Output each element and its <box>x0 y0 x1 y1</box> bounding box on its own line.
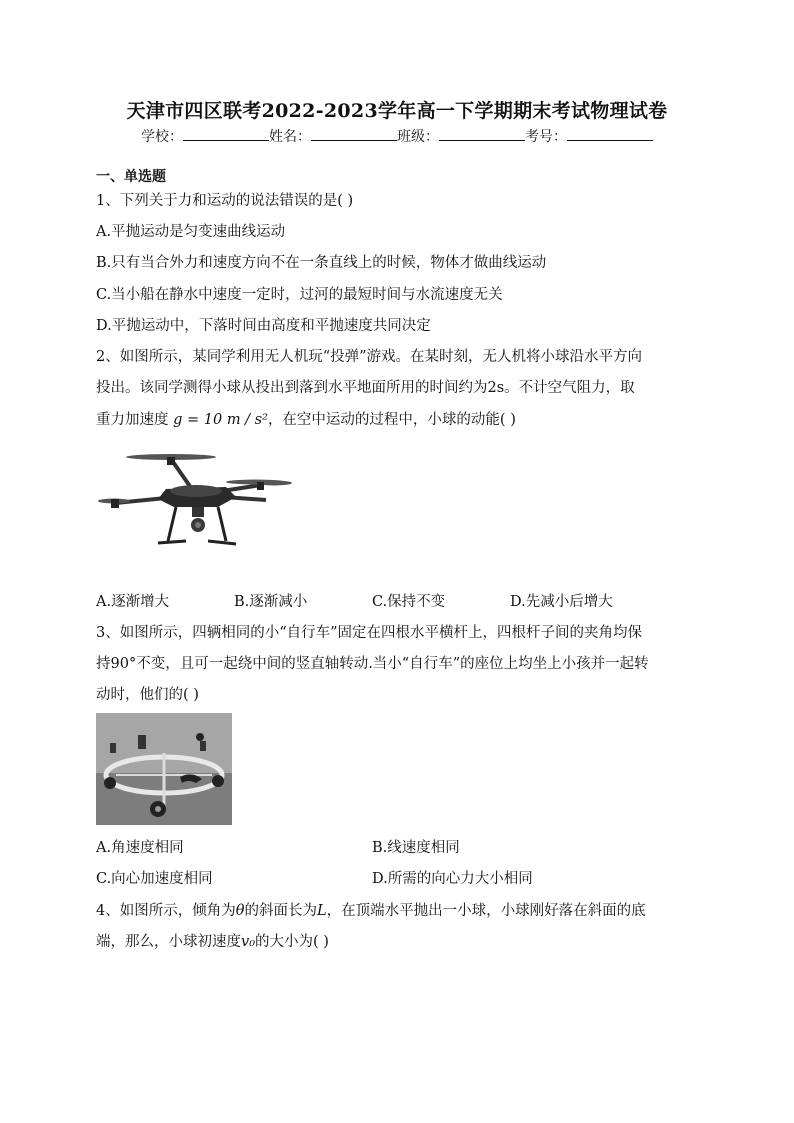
q4-line1 <box>96 899 646 920</box>
q2-option-a: A.逐渐增大 <box>96 594 170 610</box>
q3-line2: 持90°不变，且可一起绕中间的竖直轴转动.当小“自行车”的座位上均坐上小孩并一起转 <box>96 656 649 672</box>
q4-line1-mid: 的斜面长为 <box>244 903 317 919</box>
q4-length: L <box>316 903 327 919</box>
page-title: 天津市四区联考2022-2023学年高一下学期期末考试物理试卷 <box>126 100 668 122</box>
q1-option-b: B.只有当合外力和速度方向不在一条直线上的时候，物体才做曲线运动 <box>96 255 547 271</box>
header-fields <box>0 126 794 146</box>
exam-no-blank[interactable] <box>567 128 653 141</box>
q2-line2: 投出。该同学测得小球从投出到落到水平地面所用的时间约为2s。不计空气阻力，取 <box>96 380 635 396</box>
q2-option-d: D.先减小后增大 <box>510 594 613 610</box>
q3-line3: 动时，他们的( ) <box>96 687 199 703</box>
q1-option-d: D.平抛运动中，下落时间由高度和平抛速度共同决定 <box>96 318 431 334</box>
class-blank[interactable] <box>439 128 525 141</box>
q4-line2-pre: 端，那么，小球初速度 <box>96 934 241 950</box>
q3-option-b: B.线速度相同 <box>372 840 460 856</box>
q1-option-a: A.平抛运动是匀变速曲线运动 <box>96 224 286 240</box>
exam-no-label: 考号： <box>525 129 567 145</box>
q3-option-a: A.角速度相同 <box>96 840 184 856</box>
q4-line1-post: ，在顶端水平抛出一小球，小球刚好落在斜面的底 <box>326 903 646 919</box>
q2-line1: 2、如图所示，某同学利用无人机玩“投弹”游戏。在某时刻，无人机将小球沿水平方向 <box>96 349 643 365</box>
section-heading: 一、单选题 <box>96 169 166 185</box>
q3-option-d: D.所需的向心力大小相同 <box>372 871 533 887</box>
q4-v0: v₀ <box>241 934 256 950</box>
school-blank[interactable] <box>183 128 269 141</box>
q1-stem: 1、下列关于力和运动的说法错误的是( ) <box>96 193 354 209</box>
q4-line1-pre: 4、如图所示，倾角为 <box>96 903 236 919</box>
drone-image <box>96 445 296 555</box>
q2-line3-post: ，在空中运动的过程中，小球的动能( ) <box>267 412 516 428</box>
q2-formula: g = 10 m / s² <box>173 412 268 428</box>
q3-line1: 3、如图所示，四辆相同的小“自行车”固定在四根水平横杆上，四根杆子间的夹角均保 <box>96 625 643 641</box>
q4-line2 <box>96 930 329 951</box>
q1-option-c: C.当小船在静水中速度一定时，过河的最短时间与水流速度无关 <box>96 287 503 303</box>
q4-theta: θ <box>235 903 245 919</box>
q2-line3-pre: 重力加速度 <box>96 412 169 428</box>
name-label: 姓名： <box>269 129 311 145</box>
q2-option-b: B.逐渐减小 <box>234 594 308 610</box>
class-label: 班级： <box>397 129 439 145</box>
q2-option-c: C.保持不变 <box>372 594 446 610</box>
school-label: 学校： <box>141 129 183 145</box>
q2-line3 <box>96 408 516 429</box>
name-blank[interactable] <box>311 128 397 141</box>
q3-option-c: C.向心加速度相同 <box>96 871 213 887</box>
ride-photo <box>96 713 232 825</box>
q4-line2-post: 的大小为( ) <box>255 934 329 950</box>
